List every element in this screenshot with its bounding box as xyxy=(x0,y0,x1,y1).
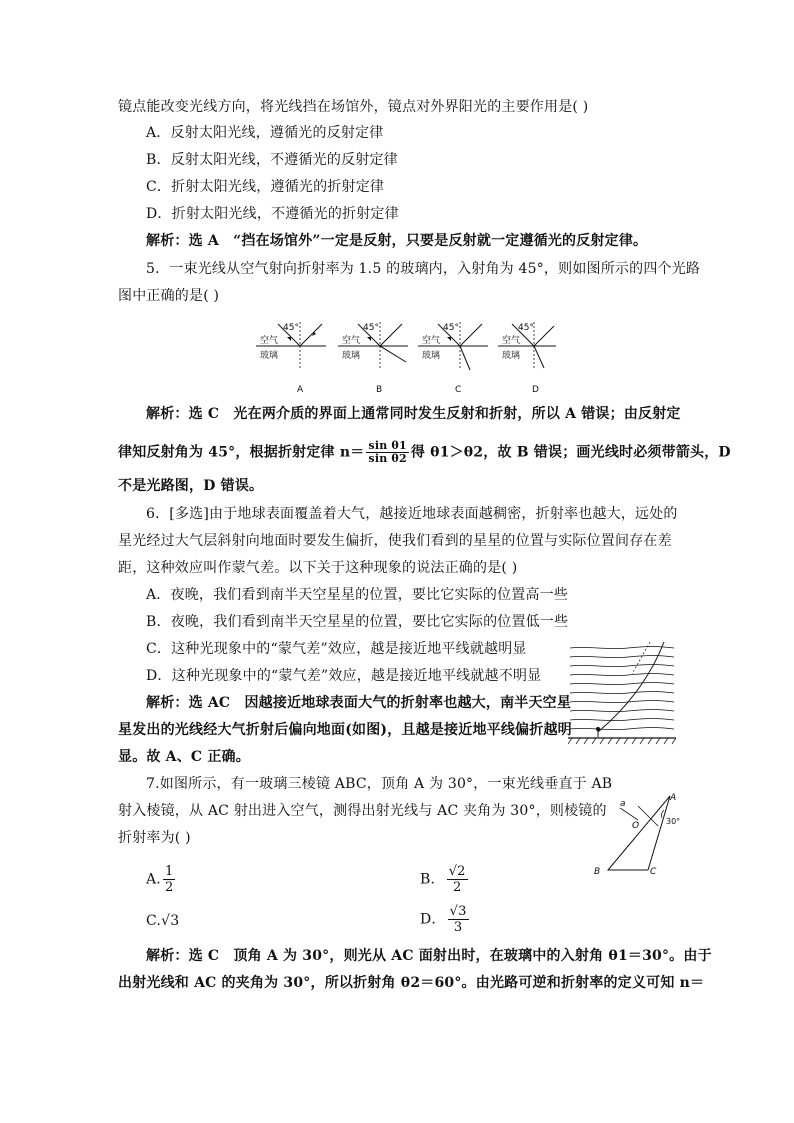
q7-option-a-prefix: A. xyxy=(146,871,161,888)
q7-option-a-den: 2 xyxy=(164,880,174,895)
q5-answer-pre: 律知反射角为 45°，根据折射定律 n＝ xyxy=(118,444,365,461)
q5-label-c: C xyxy=(455,385,462,395)
q7-option-c-value: √3 xyxy=(161,913,180,929)
q5-label-a: A xyxy=(297,385,304,395)
q6-option-d: D．这种光现象中的“蒙气差”效应，越是接近地平线就越不明显 xyxy=(146,668,542,684)
q7-option-b-den: 2 xyxy=(452,880,462,895)
q7-option-c-prefix: C. xyxy=(146,913,162,929)
q6-answer-line-1: 解析：选 AC 因越接近地球表面大气的折射率也越大，南半天空星 xyxy=(146,695,572,711)
q5-panel-a xyxy=(256,322,326,395)
q5-panel-b xyxy=(338,322,408,395)
q7-option-b-prefix: B． xyxy=(420,871,445,888)
q7-option-c xyxy=(146,912,179,930)
q4-answer: 解析：选 A “挡在场馆外”一定是反射，只要是反射就一定遵循光的反射定律。 xyxy=(146,233,648,249)
q7-option-d xyxy=(420,904,471,935)
question-6-stem-line-2: 星光经过大气层斜射向地面时要发生偏折，使我们看到的星星的位置与实际位置间存在差 xyxy=(118,533,672,549)
q5-panel-d xyxy=(498,322,556,395)
q4-option-c: C．折射太阳光线，遵循光的折射定律 xyxy=(146,179,385,195)
question-5-stem-line-1: 5．一束光线从空气射向折射率为 1.5 的玻璃内，入射角为 45°，则如图所示的四个光路 xyxy=(146,261,701,277)
q6-option-c: C．这种光现象中的“蒙气差”效应，越是接近地平线就越明显 xyxy=(146,641,527,657)
q7-option-d-den: 3 xyxy=(453,920,463,935)
emergent-ray xyxy=(620,808,638,820)
q5-d-angle: 45° xyxy=(518,323,534,333)
label-apex-angle: 30° xyxy=(666,817,681,826)
q5-d-air: 空气 xyxy=(502,336,521,346)
snell-denominator: sin θ2 xyxy=(368,452,407,465)
q5-answer-line-3: 不是光路图，D 错误。 xyxy=(118,478,264,494)
q4-option-b: B．反射太阳光线，不遵循光的反射定律 xyxy=(146,152,398,168)
q5-answer-post: 得 θ1＞θ2，故 B 错误；画光线时必须带箭头，D xyxy=(410,444,731,461)
q5-answer-line-1: 解析：选 C 光在两介质的界面上通常同时发生反射和折射，所以 A 错误；由反射定 xyxy=(146,406,681,422)
q7-option-b xyxy=(420,864,470,895)
q5-d-glass: 玻璃 xyxy=(502,351,521,361)
q4-option-d: D．折射太阳光线，不遵循光的折射定律 xyxy=(146,206,399,222)
q7-option-a xyxy=(146,864,177,895)
q5-a-air: 空气 xyxy=(260,336,279,346)
q6-answer-line-2: 星发出的光线经大气折射后偏向地面(如图)，且越是接近地平线偏折越明 xyxy=(118,722,572,738)
q5-panel-c xyxy=(418,322,488,395)
question-7-stem-line-3: 折射率为( ) xyxy=(118,830,191,846)
q7-answer-line-1: 解析：选 C 顶角 A 为 30°，则光从 AC 面射出时，在玻璃中的入射角 θ1＝30°。由于 xyxy=(146,948,712,964)
q7-option-b-value xyxy=(447,864,468,895)
q5-b-angle: 45° xyxy=(363,323,379,333)
question-4-stem: 镜点能改变光线方向，将光线挡在场馆外，镜点对外界阳光的主要作用是( ) xyxy=(118,99,589,115)
q6-atmosphere-figure xyxy=(568,640,676,748)
label-point-o: O xyxy=(632,821,640,831)
q4-option-a: A．反射太阳光线，遵循光的反射定律 xyxy=(146,125,384,141)
q6-option-a: A．夜晚，我们看到南半天空星星的位置，要比它实际的位置高一些 xyxy=(146,587,569,603)
q7-option-d-num: √3 xyxy=(449,904,467,919)
q5-light-path-figure xyxy=(256,318,556,398)
snell-fraction xyxy=(366,440,408,465)
q7-option-d-value xyxy=(448,904,469,935)
q7-option-a-value xyxy=(163,864,175,895)
q5-answer-line-2 xyxy=(118,440,731,465)
q7-prism-figure xyxy=(586,790,686,882)
q7-option-a-num: 1 xyxy=(164,864,174,879)
q7-answer-line-2: 出射光线和 AC 的夹角为 30°，所以折射角 θ2＝60°。由光路可逆和折射率的定义可知 n＝ xyxy=(118,975,705,991)
ground-hatch xyxy=(568,738,676,744)
q7-option-b-num: √2 xyxy=(448,864,466,879)
question-5-stem-line-2: 图中正确的是( ) xyxy=(118,288,220,304)
q5-a-glass: 玻璃 xyxy=(260,351,279,361)
q5-c-air: 空气 xyxy=(422,336,441,346)
q5-b-air: 空气 xyxy=(342,336,361,346)
label-ray-a: a xyxy=(620,799,626,809)
q6-option-b: B．夜晚，我们看到南半天空星星的位置，要比它实际的位置低一些 xyxy=(146,614,569,630)
q5-label-d: D xyxy=(532,385,539,395)
question-6-stem-line-3: 距，这种效应叫作蒙气差。以下关于这种现象的说法正确的是( ) xyxy=(118,560,518,576)
label-vertex-c: C xyxy=(650,867,657,877)
q5-c-angle: 45° xyxy=(443,323,459,333)
question-7-stem-line-1: 7.如图所示，有一玻璃三棱镜 ABC，顶角 A 为 30°，一束光线垂直于 AB xyxy=(146,776,613,792)
q6-answer-line-3: 显。故 A、C 正确。 xyxy=(118,749,250,765)
q5-c-glass: 玻璃 xyxy=(422,351,441,361)
q5-a-angle: 45° xyxy=(283,323,299,333)
q5-label-b: B xyxy=(376,385,383,395)
observer-figure xyxy=(596,727,600,737)
q5-b-glass: 玻璃 xyxy=(342,351,361,361)
snell-numerator: sin θ1 xyxy=(368,439,407,452)
question-6-stem-line-1: 6．[多选]由于地球表面覆盖着大气，越接近地球表面越稠密，折射率也越大，远处的 xyxy=(146,506,678,522)
label-vertex-b: B xyxy=(594,867,601,877)
label-vertex-a: A xyxy=(670,793,677,803)
q7-option-d-prefix: D． xyxy=(420,911,446,928)
question-7-stem-line-2: 射入棱镜，从 AC 射出进入空气，测得出射光线与 AC 夹角为 30°，则棱镜的 xyxy=(118,803,607,819)
